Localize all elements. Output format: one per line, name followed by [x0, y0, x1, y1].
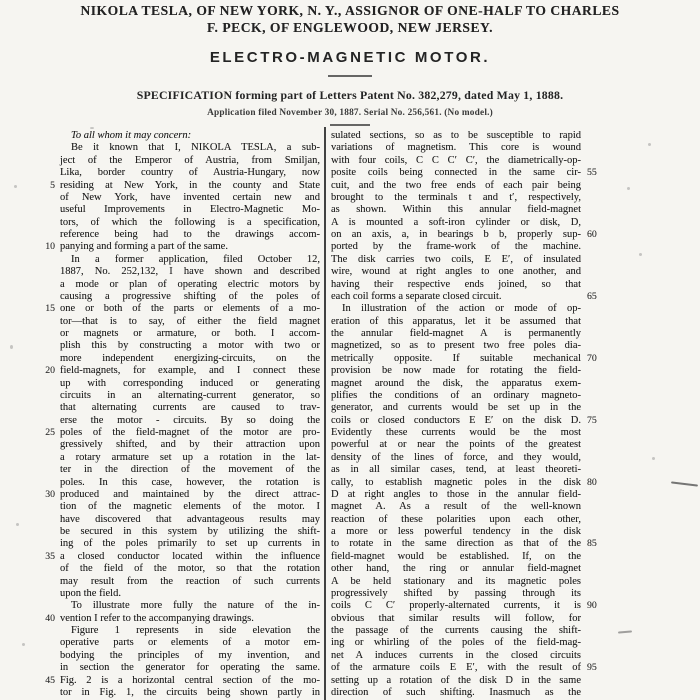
text-line [331, 180, 603, 192]
line-number [36, 452, 60, 464]
line-number [36, 687, 60, 699]
text-line [331, 600, 603, 612]
line-text: as shown. Within this annular field-magnet [331, 204, 581, 216]
line-number [581, 340, 603, 352]
line-number [36, 353, 60, 365]
text-line [331, 192, 603, 204]
text-line [36, 340, 320, 352]
text-line [331, 378, 603, 390]
text-line [36, 142, 320, 154]
text-line [331, 130, 603, 142]
line-number [581, 637, 603, 649]
line-number: 30 [45, 488, 55, 500]
line-number [36, 464, 60, 476]
text-line [331, 563, 603, 575]
line-number [36, 563, 60, 575]
line-text: bodying the principles of my invention, and [60, 649, 320, 661]
line-number [581, 378, 603, 390]
line-number [36, 439, 60, 451]
line-number [36, 204, 60, 216]
line-text: of the field of the motor, so that the rotation [60, 563, 320, 575]
line-text: tors, of which the following is a specification, [60, 216, 320, 228]
text-line [331, 526, 603, 538]
line-text: 1887, No. 252,132, I have shown and described [60, 266, 320, 278]
line-text: reference being had to the drawings accom- [60, 229, 320, 240]
line-text: each coil forms a separate closed circuit. [331, 290, 502, 302]
line-text: progressively shifted by passing through its [331, 587, 581, 599]
line-number [581, 402, 603, 414]
text-line [331, 576, 603, 588]
text-line [36, 291, 320, 303]
line-text: as in all similar cases, tend, at least theoreti- [331, 464, 581, 476]
text-line [331, 229, 603, 241]
line-text: A be held stationary and its magnetic poles [331, 575, 581, 587]
text-line [331, 687, 603, 699]
text-line [331, 155, 603, 167]
line-number [581, 427, 603, 439]
text-line [331, 514, 603, 526]
line-number: 25 [45, 427, 55, 438]
text-line [331, 217, 603, 229]
scan-speck [16, 523, 19, 526]
line-number [581, 452, 603, 464]
line-number [36, 662, 60, 674]
line-number [36, 328, 60, 340]
line-text: density of the lines of force, and they would, [331, 451, 581, 463]
patent-header-line2: F. PECK, OF ENGLEWOOD, NEW JERSEY. [206, 20, 494, 35]
line-number [581, 155, 603, 167]
line-text: more independent energizing-circuits, on the [60, 352, 320, 364]
line-number [581, 192, 603, 204]
line-text: on an axis, a, in bearings b b, properly sup- [331, 229, 581, 240]
line-number [36, 192, 60, 204]
text-line [36, 650, 320, 662]
line-text: gressively shifted, and by their attraction upon [60, 439, 320, 451]
line-text: in section the generator for operating the same. [60, 662, 320, 674]
text-line [331, 279, 603, 291]
application-line: Application filed November 30, 1887. Serial No. 256,561. (No model.) [207, 108, 493, 118]
line-text: plish this by constructing a motor with two or [60, 340, 320, 352]
line-number [36, 291, 60, 303]
text-line [331, 477, 603, 489]
line-number [581, 204, 603, 216]
line-text: variations of magnetism. This core is wound [331, 142, 581, 154]
line-text: may result from the reaction of such currents [60, 575, 320, 587]
line-number [581, 588, 603, 600]
line-number [581, 625, 603, 637]
text-line [36, 600, 320, 612]
text-line [331, 588, 603, 600]
line-number [36, 340, 60, 352]
line-number: 95 [587, 662, 597, 674]
line-number: 5 [50, 179, 55, 191]
text-line [36, 390, 320, 402]
text-line [331, 675, 603, 687]
line-number [36, 576, 60, 588]
text-line [331, 613, 603, 625]
text-line [36, 588, 320, 600]
line-number [581, 241, 603, 253]
line-text: reaction of these polarities upon each other, [331, 513, 581, 525]
line-number [581, 650, 603, 662]
line-text: circuits in an alternating-current generator, so [60, 389, 320, 401]
line-number: 70 [587, 352, 597, 364]
text-line [36, 637, 320, 649]
line-number [36, 526, 60, 538]
patent-title: ELECTRO-MAGNETIC MOTOR. [209, 49, 491, 66]
line-text: erse the motor - circuits. By so doing the [60, 414, 320, 426]
line-text: useful Improvements in Electro-Magnetic Mo- [60, 204, 320, 216]
line-text: setting up a rotation of the disk D in the same [331, 674, 581, 686]
text-line [36, 489, 320, 501]
text-line [36, 662, 320, 674]
text-line [36, 526, 320, 538]
scan-speck [648, 143, 651, 146]
divider-rule [328, 75, 372, 77]
line-text: poles. In this case, however, the rotation is [60, 476, 320, 488]
text-line [36, 130, 320, 142]
left-text-column [36, 130, 320, 699]
line-number [36, 316, 60, 328]
line-text: or magnets or armature, or both. I accom- [60, 328, 320, 339]
line-text: ing or whirling of the poles of the field-mag- [331, 637, 581, 649]
line-number [36, 625, 60, 637]
line-number: 80 [587, 476, 597, 488]
line-text: operative parts or elements of a motor em- [60, 637, 320, 649]
text-line [331, 464, 603, 476]
line-text: magnet around the disk, the apparatus exem- [331, 377, 581, 389]
line-text: produced and maintained by the direct attrac- [60, 488, 320, 500]
line-text: a more or less powerful tendency in the disk [331, 526, 581, 537]
line-number [581, 390, 603, 402]
divider-rule [330, 124, 370, 126]
text-line [331, 489, 603, 501]
line-text: ported by the frame-work of the machine. [331, 241, 581, 253]
line-number [36, 229, 60, 241]
scan-artifact [618, 630, 632, 633]
line-text: the passage of the currents causing the shift- [331, 625, 581, 636]
text-line [36, 427, 320, 439]
line-number [581, 254, 603, 266]
line-number [581, 687, 603, 699]
line-text: up with corresponding induced or generating [60, 377, 320, 389]
line-text: wire, wound at right angles to one another, and [331, 266, 581, 278]
line-number: 85 [587, 538, 597, 550]
line-text: In illustration of the action or mode of op- [342, 303, 581, 315]
line-text: that alternating currents are caused to trav- [60, 402, 320, 414]
line-text: magnet A. As a result of the well-known [331, 501, 581, 513]
line-number [581, 303, 603, 315]
line-number: 35 [45, 550, 55, 562]
line-text: eration of this apparatus, let it be assumed that [331, 315, 581, 327]
text-line [36, 229, 320, 241]
text-line [331, 390, 603, 402]
line-text: ject of the Emperor of Austria, from Smiljan, [60, 154, 320, 166]
line-number [581, 613, 603, 625]
line-text: tor—that is to say, of either the field magnet [60, 315, 320, 327]
scan-speck [90, 127, 94, 129]
line-text: powerful at or near the points of the greatest [331, 439, 581, 451]
column-divider-rule [324, 127, 326, 700]
line-number [581, 514, 603, 526]
text-line [331, 204, 603, 216]
line-text: Figure 1 represents in side elevation the [71, 625, 320, 636]
text-line [36, 501, 320, 513]
line-text: magnetized, so as to present two free poles dia- [331, 340, 581, 352]
text-line [331, 241, 603, 253]
text-line [36, 675, 320, 687]
text-line [36, 415, 320, 427]
text-line [36, 241, 320, 253]
text-line [36, 328, 320, 340]
line-text: To illustrate more fully the nature of the in- [71, 600, 320, 612]
text-line [36, 279, 320, 291]
line-number [36, 378, 60, 390]
text-line [331, 637, 603, 649]
scan-speck [14, 185, 17, 188]
text-line [331, 427, 603, 439]
text-line [331, 439, 603, 451]
text-line [331, 316, 603, 328]
line-text: cally, to establish magnetic poles in the disk [331, 476, 581, 488]
line-number [581, 142, 603, 154]
text-line [36, 687, 320, 699]
line-number [36, 402, 60, 414]
line-number [36, 390, 60, 402]
line-number: 75 [587, 414, 597, 426]
text-line [331, 452, 603, 464]
line-number [36, 142, 60, 154]
line-number [36, 130, 60, 142]
scan-speck [627, 187, 630, 190]
line-number [581, 576, 603, 588]
line-number [36, 155, 60, 167]
right-text-column [331, 130, 603, 699]
line-number: 60 [587, 229, 597, 240]
text-line [331, 625, 603, 637]
line-number [36, 637, 60, 649]
line-number [36, 600, 60, 612]
line-text: coils or closed conductors E E′ on the disk D. [331, 414, 581, 426]
line-number [36, 514, 60, 526]
line-text: field-magnet would be established. If, on the [331, 550, 581, 562]
line-text: The disk carries two coils, E E′, of insulated [331, 253, 581, 265]
line-text: tion of the magnetic elements of the motor. I [60, 501, 320, 513]
line-text: cuit, and the two free ends of each pair being [331, 179, 581, 191]
line-number: 20 [45, 365, 55, 377]
line-number [581, 489, 603, 501]
line-number [581, 551, 603, 563]
text-line [331, 551, 603, 563]
line-text: Evidently these currents would be the most [331, 427, 581, 438]
line-number [36, 501, 60, 513]
line-text: field-magnets, for example, and I connect these [60, 365, 320, 377]
line-text: ter in the direction of the movement of the [60, 464, 320, 476]
line-text: posite coils being connected in the same cir- [331, 167, 581, 179]
text-line [36, 254, 320, 266]
line-text: In a former application, filed October 12, [71, 253, 320, 265]
line-text: residing at New York, in the county and State [60, 179, 320, 191]
line-text: a mode or plan of operating electric motors by [60, 278, 320, 290]
line-text: of New York, have invented certain new and [60, 191, 320, 203]
text-line [36, 452, 320, 464]
line-number [581, 464, 603, 476]
scan-speck [10, 345, 13, 349]
text-line [331, 501, 603, 513]
text-line [331, 402, 603, 414]
line-text: having their respective ends joined, so that [331, 278, 581, 290]
line-number [581, 439, 603, 451]
specification-line [0, 88, 700, 103]
line-number: 40 [45, 612, 55, 624]
line-text: other hand, the ring or annular field-magnet [331, 563, 581, 575]
text-line [36, 167, 320, 179]
line-number: 15 [45, 303, 55, 315]
line-text: a rotary armature set up a rotation in the lat- [60, 451, 320, 463]
text-line [331, 266, 603, 278]
text-line [36, 551, 320, 563]
line-number: 65 [587, 290, 597, 302]
line-number [36, 588, 60, 600]
line-number [581, 328, 603, 340]
line-number [581, 501, 603, 513]
line-text: have discovered that advantageous results may [60, 513, 320, 525]
text-line [36, 316, 320, 328]
text-line [36, 402, 320, 414]
line-text: generator, and currents would be set up in the [331, 402, 581, 414]
text-line [331, 662, 603, 674]
text-line [36, 576, 320, 588]
specification-lead: SPECIFICATION [136, 88, 233, 102]
text-line [331, 650, 603, 662]
line-number [36, 477, 60, 489]
specification-rest: forming part of Letters Patent No. 382,279, dated May 1, 1888. [232, 88, 564, 102]
line-number [581, 675, 603, 687]
line-text: tor in Fig. 1, the circuits being shown partly in [60, 686, 320, 698]
text-line [36, 303, 320, 315]
line-number [36, 217, 60, 229]
line-number: 55 [587, 167, 597, 179]
text-line [36, 514, 320, 526]
line-text: with four coils, C C C′ C′, the diametrically-op- [331, 154, 581, 166]
line-text: net A induces currents in the closed circuits [331, 649, 581, 661]
scan-speck [639, 253, 642, 256]
line-number [581, 563, 603, 575]
text-line [36, 378, 320, 390]
line-text: poles of the field-magnet of the motor are pro- [60, 427, 320, 438]
line-text: panying and forming a part of the same. [60, 241, 228, 253]
line-text: coils C C′ properly-alternated currents, it is [331, 600, 581, 612]
text-line [36, 204, 320, 216]
text-line [331, 291, 603, 303]
text-line [331, 142, 603, 154]
text-line [36, 613, 320, 625]
line-text: Fig. 2 is a horizontal central section of the mo- [60, 674, 320, 686]
line-text: vention I refer to the accompanying drawings. [60, 612, 254, 624]
line-text: provision be now made for rotating the field- [331, 365, 581, 377]
line-number [581, 180, 603, 192]
text-line [331, 365, 603, 377]
text-line [331, 340, 603, 352]
text-line [331, 353, 603, 365]
line-number [581, 266, 603, 278]
line-text: direction of such shifting. Inasmuch as the [331, 686, 581, 698]
text-line [36, 464, 320, 476]
line-text: To all whom it may concern: [71, 130, 192, 141]
text-line [36, 155, 320, 167]
scan-speck [22, 643, 25, 646]
line-number [36, 538, 60, 550]
line-text: brought to the terminals t and t′, respectively, [331, 191, 581, 203]
line-number [581, 279, 603, 291]
line-text: to rotate in the same direction as that of the [331, 538, 581, 550]
line-text: ing of the poles primarily to set up currents in [60, 538, 320, 550]
line-text: one or both of the parts or elements of a mo- [60, 303, 320, 315]
line-number [36, 254, 60, 266]
line-text: Lika, border country of Austria-Hungary, now [60, 167, 320, 179]
line-text: causing a progressive shifting of the poles of [60, 290, 320, 302]
line-number [581, 526, 603, 538]
text-line [36, 180, 320, 192]
text-line [36, 365, 320, 377]
line-number [36, 167, 60, 179]
line-text: plifies the conditions of an ordinary magneto- [331, 389, 581, 401]
text-line [36, 538, 320, 550]
line-text: Be it known that I, NIKOLA TESLA, a sub- [71, 142, 320, 154]
line-text: A is mounted a soft-iron cylinder or disk, D, [331, 216, 581, 228]
text-line [36, 625, 320, 637]
text-line [36, 266, 320, 278]
text-line [331, 538, 603, 550]
line-number [581, 365, 603, 377]
line-text: metrically opposite. If suitable mechanical [331, 352, 581, 364]
line-number: 90 [587, 600, 597, 612]
line-number [581, 130, 603, 142]
scan-speck [652, 457, 655, 460]
text-line [36, 192, 320, 204]
line-number [36, 415, 60, 427]
text-line [36, 217, 320, 229]
line-number: 10 [45, 241, 55, 253]
text-line [331, 328, 603, 340]
scan-artifact [671, 481, 698, 486]
text-line [331, 167, 603, 179]
line-number [581, 316, 603, 328]
line-text: sulated sections, so as to be susceptible to rapid [331, 130, 581, 141]
patent-header-line1: NIKOLA TESLA, OF NEW YORK, N. Y., ASSIGNOR OF ONE-HALF TO CHARLES [80, 3, 620, 18]
line-number [36, 650, 60, 662]
line-text: of the armature coils E E′, with the result of [331, 662, 581, 674]
text-line [331, 303, 603, 315]
text-line [36, 353, 320, 365]
line-number [36, 279, 60, 291]
line-text: the annular field-magnet A is permanently [331, 328, 581, 339]
text-line [36, 477, 320, 489]
line-text: be secured in this system by utilizing the shift- [60, 526, 320, 537]
line-text: upon the field. [60, 587, 121, 599]
line-number [581, 217, 603, 229]
text-line [36, 563, 320, 575]
line-text: obvious that similar results will follow, for [331, 612, 581, 624]
line-text: a closed conductor located within the influence [60, 550, 320, 562]
text-line [331, 254, 603, 266]
line-number [36, 266, 60, 278]
text-line [36, 439, 320, 451]
text-line [331, 415, 603, 427]
line-number: 45 [45, 674, 55, 686]
line-text: D at right angles to those in the annular field- [331, 488, 581, 500]
